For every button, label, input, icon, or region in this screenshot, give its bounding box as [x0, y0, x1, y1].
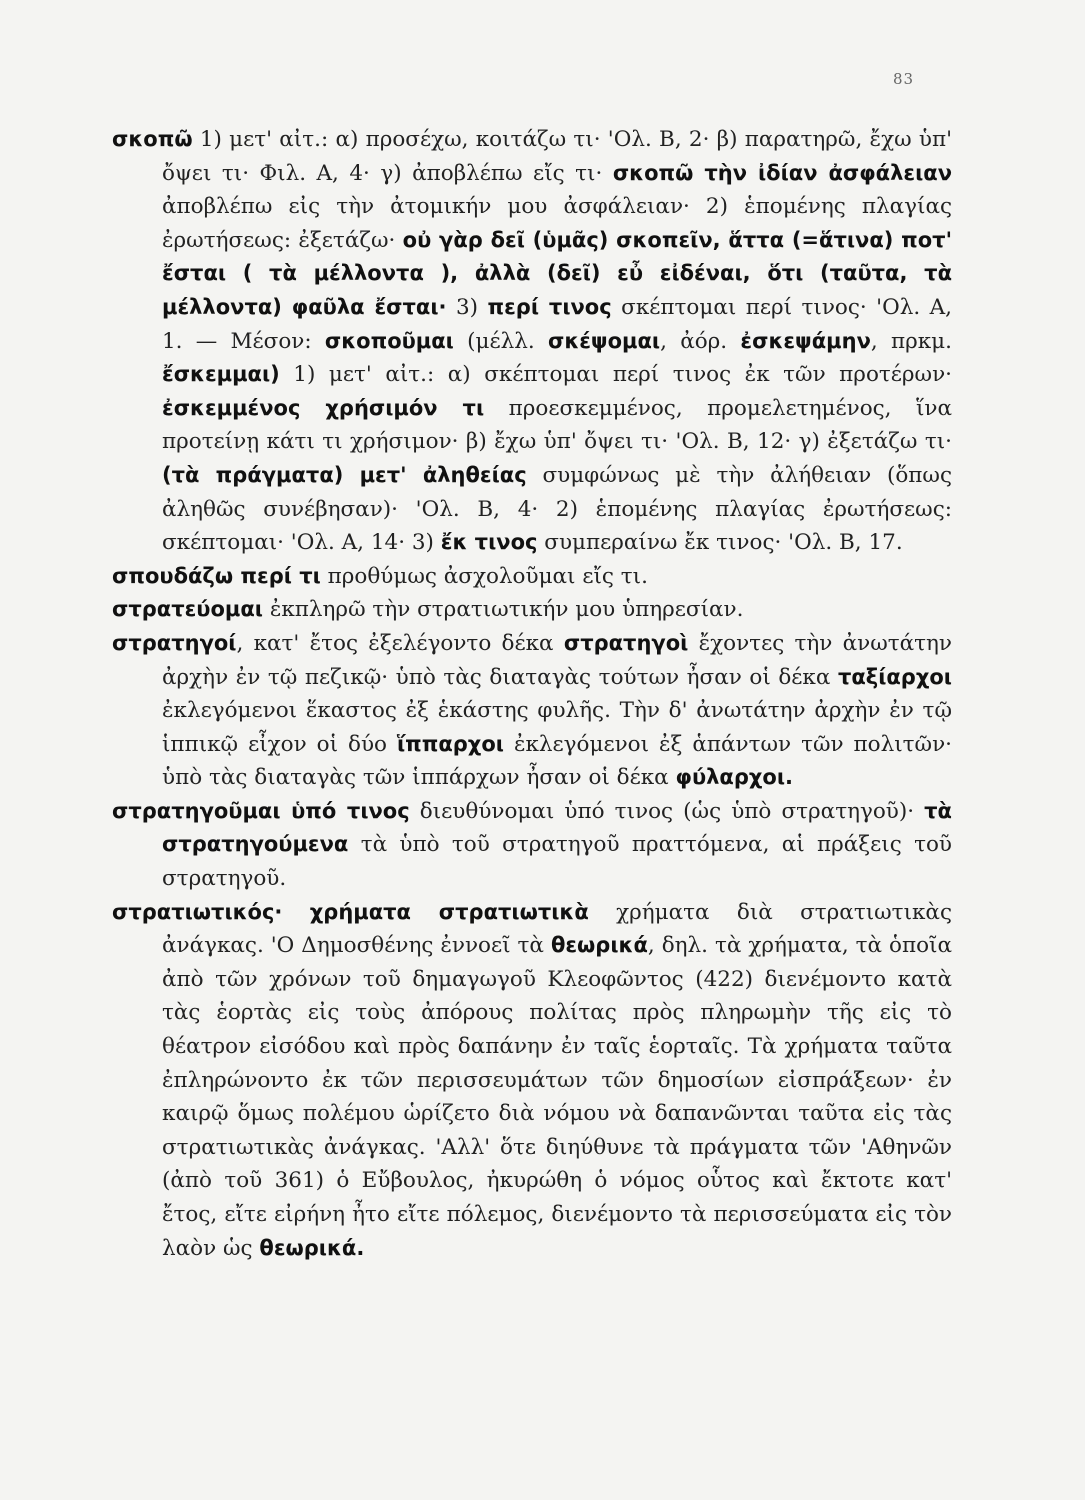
definition-text: ἐκλεγόμενοι ἕκαστος ἐξ ἑκάστης φυλῆς. Τὴν δ' ἀνωτάτην ἀρχὴν ἐν τῷ ἱππικῷ εἶχον οἱ δύο: [162, 698, 952, 757]
headword: ἵππαρχοι: [396, 731, 504, 756]
headword: ἔκ τινος: [440, 530, 538, 555]
definition-text: συμπεραίνω ἔκ τινος· 'Ολ. Β, 17.: [537, 530, 903, 556]
definition-text: [282, 900, 309, 925]
definition-text: (μέλλ.: [453, 328, 548, 354]
glossary-text: [112, 123, 952, 1265]
headword: ἔσκεμμαι): [162, 362, 280, 387]
entry-stratiotikos: [112, 896, 952, 1266]
headword: τὰ στρατηγούμενα: [162, 798, 952, 857]
definition-text: προθύμως ἀσχολοῦμαι εἴς τι.: [320, 563, 648, 589]
entry-skopo: [112, 123, 952, 560]
definition-text: 1) μετ' αἰτ.: α) προσέχω, κοιτάζω τι· 'Ολ. Β, 2· β) παρατηρῶ, ἔχω ὑπ' ὄψει τι· Φιλ. Α, 4· γ) ἀποβλέπω εἴς τι·: [162, 127, 952, 186]
headword: σκοπῶ: [112, 127, 193, 151]
headword: σπουδάζω περί τι: [112, 563, 321, 588]
entry-strategoumai: [112, 795, 952, 896]
entry-strateuomai: [112, 593, 952, 627]
definition-text: προεσκεμμένος, προμελετημένος, ἵνα προτείνῃ κάτι τι χρήσιμον· β) ἔχω ὑπ' ὄψει τι· 'Ολ. Β, 12· γ) ἐξετάζω τι·: [162, 395, 952, 455]
definition-text: ἐκπληρῶ τὴν στρατιωτικήν μου ὑπηρεσίαν.: [262, 597, 744, 623]
definition-text: , δηλ. τὰ χρήματα, τὰ ὁποῖα ἀπὸ τῶν χρόνων τοῦ δημαγωγοῦ Κλεοφῶντος (422) διενέμοντο κατὰ τὰς ἑορτὰς εἰς τοὺς ἀπόρους πολίτας πρὸς πληρωμὴν τῆς εἰς τὸ θέατρον εἰσόδου καὶ πρὸς δαπάνην ἐν ταῖς ἑορταῖς. Τὰ χρήματα ταῦτα ἐπληρώνοντο ἐκ τῶν περισσευμάτων τῶν δημοσίων εἰσπράξεων· ἐν καιρῷ ὅμως πολέμου ὡρίζετο διὰ νόμου νὰ δαπανῶνται ταῦτα εἰς τὰς στρατιωτικὰς ἀνάγκας. 'Αλλ' ὅτε διηύθυνε τὰ πράγματα τῶν 'Αθηνῶν (ἀπὸ τοῦ 361) ὁ Εὔβουλος, ἠκυρώθη ὁ νόμος οὗτος καὶ ἔκτοτε κατ' ἔτος, εἴτε εἰρήνη ἦτο εἴτε πόλεμος, διενέμοντο τὰ περισσεύματα εἰς τὸν λαὸν ὡς: [162, 933, 952, 1261]
headword: ταξίαρχοι: [837, 664, 952, 689]
definition-text: 1) μετ' αἰτ.: α) σκέπτομαι περί τινος ἐκ τῶν προτέρων·: [279, 362, 952, 388]
headword: σκέψομαι: [547, 328, 661, 353]
headword: ἐσκεμμένος χρήσιμόν τι: [162, 395, 485, 420]
definition-text: τὰ ὑπὸ τοῦ στρατηγοῦ πραττόμενα, αἱ πράξεις τοῦ στρατηγοῦ.: [162, 832, 952, 892]
definition-text: ἀποβλέπω εἰς τὴν ἀτομικήν μου ἀσφάλειαν· 2) ἑπομένης πλαγίας ἐρωτήσεως: ἐξετάζω·: [162, 194, 952, 253]
headword: στρατεύομαι: [112, 597, 263, 622]
definition-text: σκέπτομαι περί τινος· 'Ολ. Α, 1. — Μέσον:: [162, 294, 952, 354]
definition-text: , κατ' ἔτος ἐξελέγοντο δέκα: [236, 630, 564, 656]
headword: στρατηγοὶ: [563, 630, 689, 655]
definition-text: , πρκμ.: [870, 328, 952, 354]
headword: φύλαρχοι.: [675, 765, 794, 790]
definition-text: , ἀόρ.: [660, 328, 741, 354]
entry-strategoi: [112, 627, 952, 795]
definition-text: ἔχοντες τὴν ἀνωτάτην ἀρχὴν ἐν τῷ πεζικῷ· ὑπὸ τὰς διαταγὰς τούτων ἦσαν οἱ δέκα: [162, 630, 952, 690]
headword: οὐ γὰρ δεῖ (ὑμᾶς) σκοπεῖν, ἅττα (=ἅτινα) ποτ' ἔσται ( τὰ μέλλοντα ), ἀλλὰ (δεῖ) εὖ εἰδέναι, ὅτι (ταῦτα, τὰ μέλλοντα) φαῦλα ἔσται·: [162, 227, 952, 319]
headword: στρατηγοῦμαι ὑπό τινος: [112, 798, 410, 823]
headword: σκοπῶ τὴν ἰδίαν ἀσφάλειαν: [612, 160, 952, 185]
headword: σκοποῦμαι: [324, 328, 454, 353]
headword: χρήματα στρατιωτικὰ: [309, 899, 589, 924]
headword: (τὰ πράγματα) μετ' ἀληθείας: [162, 462, 527, 487]
definition-text: ἐκλεγόμενοι ἐξ ἁπάντων τῶν πολιτῶν· ὑπὸ τὰς διαταγὰς τῶν ἱππάρχων ἦσαν οἱ δέκα: [162, 731, 952, 791]
headword: θεωρικά.: [259, 1235, 365, 1260]
entry-spoudazo: [112, 560, 952, 594]
definition-text: 3): [446, 294, 488, 320]
definition-text: διευθύνομαι ὑπό τινος (ὡς ὑπὸ στρατηγοῦ)·: [409, 798, 925, 824]
definition-text: χρήματα διὰ στρατιωτικὰς ἀνάγκας. 'Ο Δημοσθένης ἐννοεῖ τὰ: [162, 899, 952, 959]
headword: ἐσκεψάμην: [740, 328, 871, 353]
headword: περί τινος: [487, 294, 612, 319]
headword: θεωρικά: [550, 933, 648, 958]
definition-text: συμφώνως μὲ τὴν ἀλήθειαν (ὅπως ἀληθῶς συνέβησαν)· 'Ολ. Β, 4· 2) ἑπομένης πλαγίας ἐρωτήσεως: σκέπτομαι· 'Ολ. Α, 14· 3): [162, 462, 952, 556]
headword: στρατιωτικός·: [112, 899, 283, 924]
headword: στρατηγοί: [112, 630, 237, 655]
page-number: 83: [893, 70, 915, 88]
